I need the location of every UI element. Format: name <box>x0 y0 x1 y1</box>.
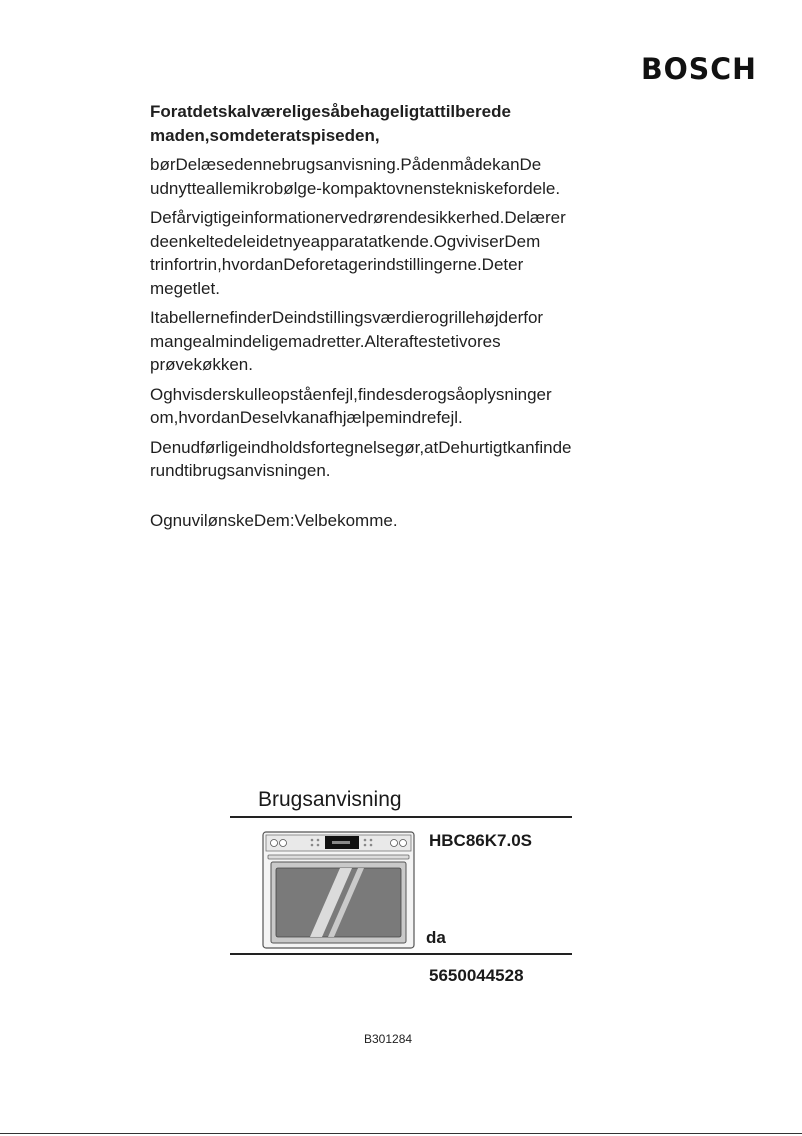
intro-text <box>150 100 620 538</box>
bosch-logo: BOSCH <box>641 52 757 86</box>
intro-paragraph-5: Denudførligeindholdsfortegnelsegør,atDehurtigtkanfinde rundtibrugsanvisningen. <box>150 437 572 480</box>
intro-paragraph-3: ItabellernefinderDeindstillingsværdierogrillehøjderfor mangealmindeligemadretter.Alteraftestetivores prøvekøkken. <box>150 308 544 374</box>
divider-bottom <box>230 953 572 955</box>
part-number: 5650044528 <box>429 966 524 985</box>
intro-paragraph-1: børDelæsedennebrugsanvisning.PådenmådekanDe udnytteallemikrobølge-kompaktovnenstekniskefordele. <box>150 155 561 198</box>
intro-closing: OgnuvilønskeDem:Velbekomme. <box>150 510 398 530</box>
page-bottom-edge <box>0 1133 802 1134</box>
divider-top <box>230 816 572 818</box>
oven-illustration <box>262 831 415 949</box>
intro-lead: Foratdetskalværeligesåbehageligtattilberede maden,somdeteratspiseden, <box>150 102 511 145</box>
intro-paragraph-4: Oghvisderskulleopståenfejl,findesderogsåoplysninger om,hvordanDeselvkanafhjælpemindrefejl. <box>150 384 552 427</box>
document-code: B301284 <box>364 1032 413 1046</box>
manual-title: Brugsanvisning <box>258 788 402 811</box>
model-number: HBC86K7.0S <box>429 831 532 850</box>
language-code: da <box>426 928 446 947</box>
intro-paragraph-2: Defårvigtigeinformationervedrørendesikkerhed.Delærer deenkeltedeleidetnyeapparatatkende.OgviviserDem trinfortrin,hvordanDeforetagerindstillingerne.Deter megetlet. <box>150 208 566 298</box>
